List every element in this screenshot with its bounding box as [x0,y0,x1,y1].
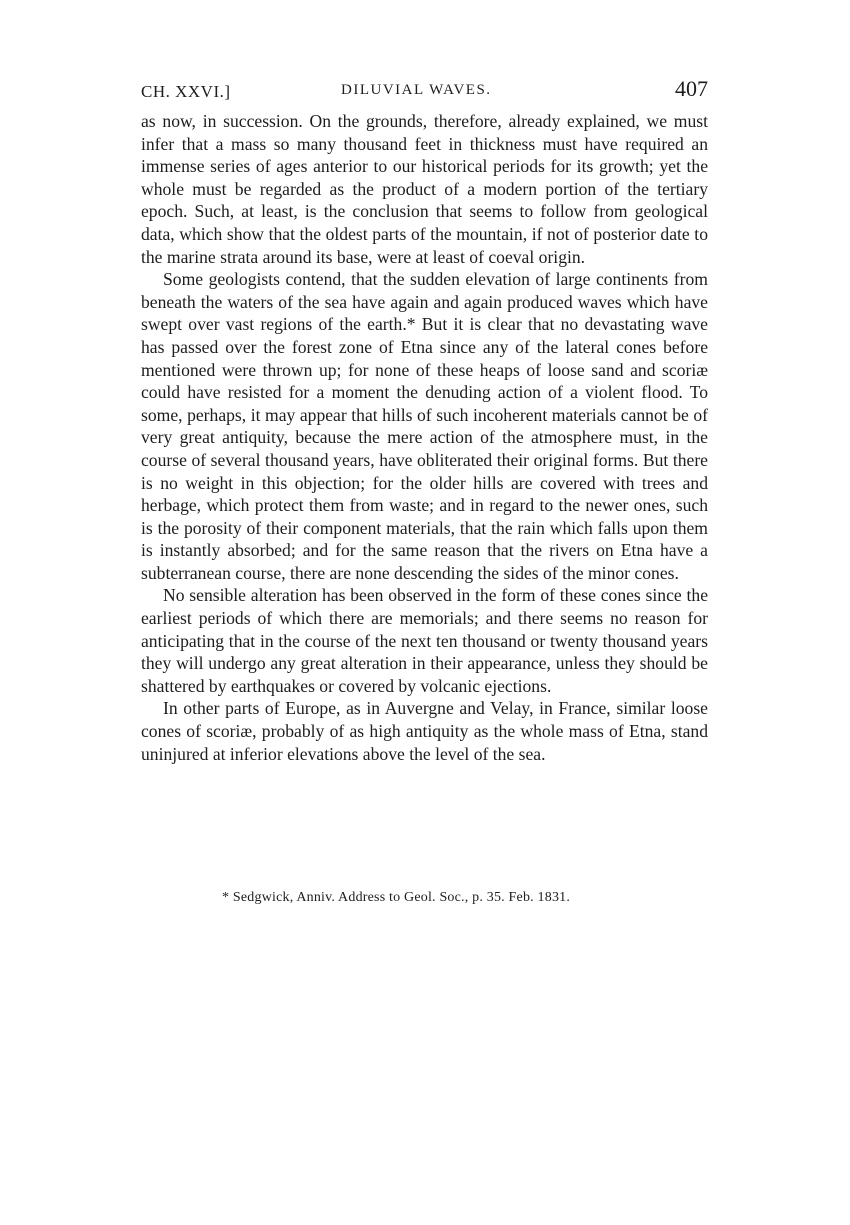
chapter-label: CH. XXVI.] [141,82,231,101]
body-text [141,110,708,765]
paragraph-1: as now, in succession. On the grounds, therefore, already explained, we must infer that a mass so many thousand feet in thickness must have required an immense series of ages anterior to our historical periods for its growth; yet the whole must be regarded as the product of a modern portion of the tertiary epoch. Such, at least, is the conclusion that seems to follow from geological data, which show that the oldest parts of the mountain, if not of posterior date to the marine strata around its base, were at least of coeval origin. [141,111,708,267]
paragraph-4: In other parts of Europe, as in Auvergne and Velay, in France, similar loose cones of scoriæ, probably of as high antiquity as the whole mass of Etna, stand uninjured at inferior elevations above the level of the sea. [141,698,708,764]
running-title: DILUVIAL WAVES. [341,82,492,98]
footnote: * Sedgwick, Anniv. Address to Geol. Soc., p. 35. Feb. 1831. [222,890,571,905]
page-number: 407 [675,76,708,101]
running-header [141,76,708,106]
paragraph-2: Some geologists contend, that the sudden elevation of large continents from beneath the waters of the sea have again and again produced waves which have swept over vast regions of the earth.* But it is clear that no devastating wave has passed over the forest zone of Etna since any of the lateral cones before mentioned were thrown up; for none of these heaps of loose sand and scoriæ could have resisted for a moment the denuding action of a violent flood. To some, perhaps, it may appear that hills of such incoherent materials cannot be of very great antiquity, because the mere action of the atmosphere must, in the course of several thousand years, have obliterated their original forms. But there is no weight in this objection; for the older hills are covered with trees and herbage, which protect them from waste; and in regard to the newer ones, such is the porosity of their component materials, that the rain which falls upon them is instantly absorbed; and for the same reason that the rivers on Etna have a subterranean course, there are none descending the sides of the minor cones. [141,269,708,583]
paragraph-3: No sensible alteration has been observed in the form of these cones since the earliest periods of which there are memorials; and there seems no reason for anticipating that in the course of the next ten thousand or twenty thousand years they will undergo any great alteration in their appearance, unless they should be shattered by earthquakes or covered by volcanic ejections. [141,585,708,696]
